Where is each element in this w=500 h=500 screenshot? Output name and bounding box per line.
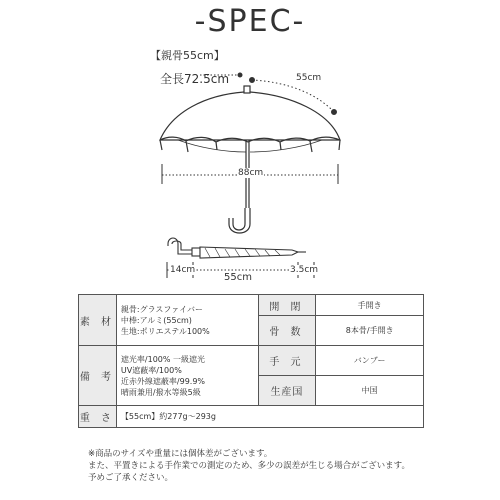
closed-length-label: 55cm xyxy=(224,272,252,283)
country-header: 生産国 xyxy=(258,376,316,406)
handle-header: 手 元 xyxy=(258,346,316,376)
remarks-line: 近赤外線遮蔽率/99.9% xyxy=(120,376,206,386)
weight-header: 重 さ xyxy=(79,406,117,428)
total-length-label: 全長72.5cm xyxy=(160,72,230,86)
open-close-value: 手開き xyxy=(316,295,424,316)
country-value: 中国 xyxy=(316,376,424,406)
remarks-line: UV遮蔽率/100% xyxy=(120,365,182,375)
material-line: 親骨:グラスファイバー xyxy=(120,304,204,314)
material-line: 中棒:アルミ(55cm) xyxy=(120,315,192,325)
closed-umbrella-illustration xyxy=(168,238,306,258)
rib-length-label: 55cm xyxy=(296,73,322,83)
note-line: 予めご了承ください。 xyxy=(88,473,174,483)
spec-table xyxy=(78,294,424,428)
rib-spec-label: 【親骨55cm】 xyxy=(150,49,225,62)
open-close-header: 開 閉 xyxy=(258,295,316,316)
remarks-header: 備 考 xyxy=(79,346,117,406)
note-line: また、平置きによる手作業での測定のため、多少の誤差が生じる場合がございます。 xyxy=(88,461,410,471)
material-header: 素 材 xyxy=(79,295,117,346)
remarks-cell xyxy=(116,346,258,406)
material-cell xyxy=(116,295,258,346)
table-row xyxy=(79,406,424,428)
rib-count-value: 8本骨/手開き xyxy=(316,316,424,346)
handle-value: バンブー xyxy=(316,346,424,376)
note-line: ※商品のサイズや重量には個体差がございます。 xyxy=(88,449,273,459)
remarks-line: 晴雨兼用/撥水等級5級 xyxy=(120,387,201,397)
handle-length-label: 14cm xyxy=(170,265,196,275)
open-umbrella-illustration xyxy=(160,86,340,233)
rib-count-header: 骨 数 xyxy=(258,316,316,346)
page-title: -SPEC- xyxy=(194,4,306,39)
table-row xyxy=(79,346,424,376)
notes xyxy=(88,448,468,484)
material-line: 生地:ポリエステル100% xyxy=(120,326,210,336)
tip-length-label: 3.5cm xyxy=(290,265,319,275)
weight-value: 【55cm】約277g～293g xyxy=(116,406,423,428)
width-label: 88cm xyxy=(238,168,264,178)
table-row xyxy=(79,295,424,316)
remarks-line: 遮光率/100% 一級遮光 xyxy=(120,354,206,364)
